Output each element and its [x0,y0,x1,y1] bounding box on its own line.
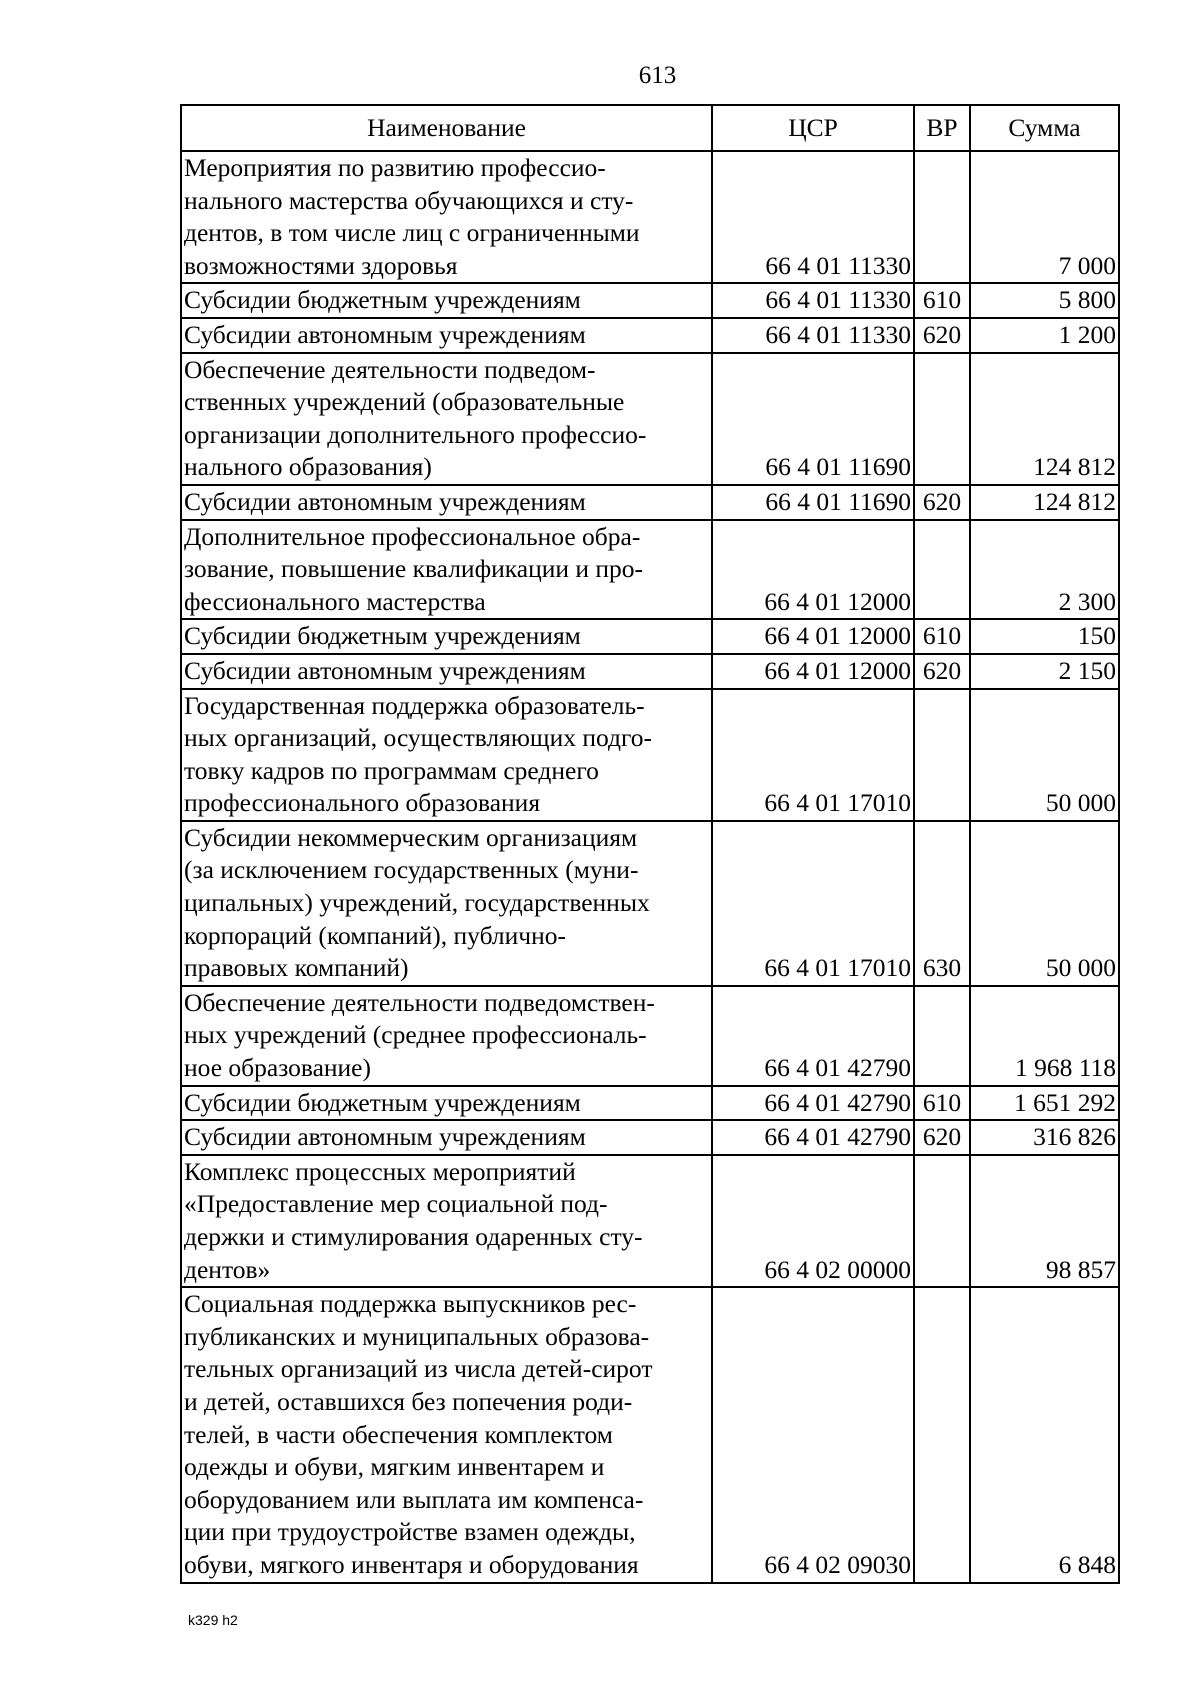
row-sum: 50 000 [970,689,1119,821]
table-row [181,318,1119,353]
row-sum: 2 150 [970,654,1119,689]
row-name: Обеспечение деятельности подведом- ственных учреждений (образовательные организации дополнительного профессио- нального образования) [181,353,712,485]
row-csr: 66 4 01 42790 [712,1086,914,1121]
row-vr: 630 [914,821,970,986]
row-csr: 66 4 01 12000 [712,520,914,620]
row-name: Субсидии бюджетным учреждениям [181,283,712,318]
table-row [181,1155,1119,1287]
row-name: Субсидии бюджетным учреждениям [181,619,712,654]
row-name: Субсидии некоммерческим организациям (за исключением государственных (муни- ципальных) учреждений, государственных корпораций (компаний), публично- правовых компаний) [181,821,712,986]
footer-code: k329 h2 [188,1612,238,1628]
row-vr [914,986,970,1086]
page-number: 613 [638,62,677,89]
row-name: Субсидии автономным учреждениям [181,1120,712,1155]
row-vr: 620 [914,318,970,353]
table-row [181,1120,1119,1155]
row-csr: 66 4 01 17010 [712,821,914,986]
row-sum: 1 200 [970,318,1119,353]
row-sum: 98 857 [970,1155,1119,1287]
row-vr: 620 [914,485,970,520]
table-row [181,353,1119,485]
row-vr [914,1287,970,1582]
row-csr: 66 4 01 17010 [712,689,914,821]
table-row [181,1086,1119,1121]
header-vr: ВР [914,105,970,151]
row-sum: 1 968 118 [970,986,1119,1086]
row-vr [914,151,970,283]
row-vr [914,353,970,485]
table-header-row [181,105,1119,151]
table-row [181,821,1119,986]
table-row [181,151,1119,283]
row-vr: 620 [914,654,970,689]
row-name: Субсидии автономным учреждениям [181,485,712,520]
row-sum: 124 812 [970,485,1119,520]
row-sum: 316 826 [970,1120,1119,1155]
row-csr: 66 4 01 42790 [712,1120,914,1155]
row-csr: 66 4 01 42790 [712,986,914,1086]
row-vr: 620 [914,1120,970,1155]
table-row [181,654,1119,689]
row-csr: 66 4 01 11690 [712,353,914,485]
header-name: Наименование [181,105,712,151]
row-csr: 66 4 01 12000 [712,654,914,689]
row-sum: 50 000 [970,821,1119,986]
row-sum: 124 812 [970,353,1119,485]
row-vr [914,520,970,620]
table-row [181,1287,1119,1582]
row-csr: 66 4 01 11690 [712,485,914,520]
row-name: Субсидии автономным учреждениям [181,654,712,689]
row-name: Мероприятия по развитию профессио- нального мастерства обучающихся и сту- дентов, в том числе лиц с ограниченными возможностями здоровья [181,151,712,283]
row-sum: 2 300 [970,520,1119,620]
row-csr: 66 4 02 09030 [712,1287,914,1582]
row-sum: 7 000 [970,151,1119,283]
row-vr [914,1155,970,1287]
row-sum: 150 [970,619,1119,654]
table-row [181,520,1119,620]
row-vr: 610 [914,1086,970,1121]
row-name: Субсидии автономным учреждениям [181,318,712,353]
row-name: Комплекс процессных мероприятий «Предоставление мер социальной под- держки и стимулирования одаренных сту- дентов» [181,1155,712,1287]
budget-table [180,104,1120,1584]
row-csr: 66 4 01 11330 [712,318,914,353]
header-csr: ЦСР [712,105,914,151]
header-sum: Сумма [970,105,1119,151]
row-sum: 5 800 [970,283,1119,318]
row-name: Социальная поддержка выпускников рес- публиканских и муниципальных образова- тельных организаций из числа детей-сирот и детей, оставшихся без попечения роди- телей, в части обеспечения комплектом одежды и обуви, мягким инвентарем и оборудованием или выплата им компенса- ции при трудоустройстве взамен одежды, обуви, мягкого инвентаря и оборудования [181,1287,712,1582]
row-csr: 66 4 02 00000 [712,1155,914,1287]
row-vr [914,689,970,821]
row-vr: 610 [914,283,970,318]
row-csr: 66 4 01 11330 [712,283,914,318]
row-vr: 610 [914,619,970,654]
row-name: Государственная поддержка образователь- ных организаций, осуществляющих подго- товку кадров по программам среднего профессионального образования [181,689,712,821]
row-sum: 6 848 [970,1287,1119,1582]
table-row [181,619,1119,654]
table-row [181,485,1119,520]
row-name: Обеспечение деятельности подведомствен- ных учреждений (среднее профессиональ- ное образование) [181,986,712,1086]
table-row [181,986,1119,1086]
table-row [181,689,1119,821]
row-sum: 1 651 292 [970,1086,1119,1121]
table-row [181,283,1119,318]
row-csr: 66 4 01 11330 [712,151,914,283]
row-name: Дополнительное профессиональное обра- зование, повышение квалификации и про- фессионального мастерства [181,520,712,620]
row-name: Субсидии бюджетным учреждениям [181,1086,712,1121]
row-csr: 66 4 01 12000 [712,619,914,654]
